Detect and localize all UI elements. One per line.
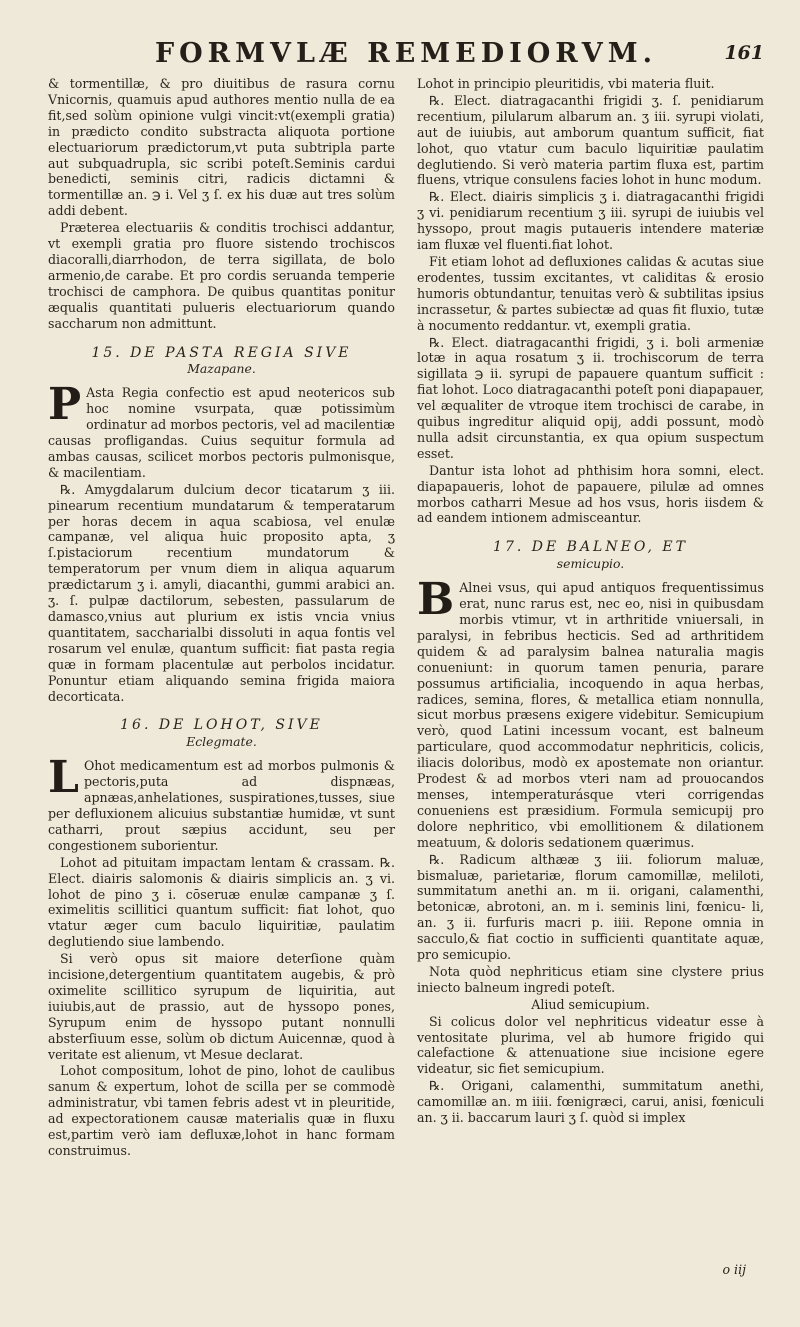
paragraph: Dantur ista lohot ad phthisim hora somni, elect. diapapaueris, lohot de papauere, pilulæ ad omnes morbos catharri Mesue ad hos vsus, horis iisdem & ad eandem intionem admisceantur. [417,462,764,526]
drop-capital: B [417,574,455,626]
paragraph [417,574,764,850]
section-subheading: Mazapane. [187,361,256,377]
paragraph-text: Ohot medicamentum est ad morbos pulmonis & pectoris,puta ad dispnæas, apnæas,anhelationes, suspirationes,tusses, siue per defluxionem alicuius substantiæ humidæ, vt sunt catharri, prout sæpius accidunt, seu per congestionem suborientur. [48,758,395,853]
paragraph: Nota quòd nephriticus etiam sine clystere prius iniecto balneum ingredi poteſt. [417,963,764,995]
paragraph: & tormentillæ, & pro diuitibus de rasura cornu Vnicornis, quamuis apud authores mentio nulla de ea fit,sed solùm opinione vulgi vincit:vt(exempli gratia) in prædicto condito substracta aliquota portione electuariorum prædictorum,vt puta subtripla parte aut subquadrupla, sic scribi poteſt.Seminis cardui benedicti, seminis citri, radicis dictamni & tormentillæ an. ℈ i. Vel ʒ ſ. ex his duæ aut tres solùm addi debent. [48,76,395,219]
recipe-paragraph: ℞. Elect. diatragacanthi frigidi, ʒ i. boli armeniæ lotæ in aqua rosatum ʒ ii. trochiscorum de terra sigillata ℈ ii. syrupi de papauere quantum sufficit : fiat lohot. Loco diatragacanthi poteſt poni diapapauer, vel æqualiter de vtroque item trochisci de carabe, in quibus ingreditur aliquid opij, addi possunt, modò nulla adsit circunstantia, ex qua opium suspectum esset. [417,334,764,461]
recipe-paragraph: ℞. Radicum althææ ʒ iii. foliorum maluæ, bismaluæ, parietariæ, florum camomillæ, meliloti, summitatum anethi an. m ii. origani, calamenthi, betonicæ, abrotoni, an. m i. seminis lini, fœnicu- li, an. ʒ ii. furfuris macri p. iiii. Repone omnia in sacculo,& fiat coctio in sufficienti quantitate aquæ, pro semicupio. [417,851,764,963]
text-columns [48,76,764,1160]
left-column [48,76,395,1160]
page-number: 161 [724,42,764,64]
running-title: FORMVLÆ REMEDIORVM. [154,38,658,69]
running-head [48,38,764,74]
section-subheading: Eclegmate. [186,734,257,750]
section-heading: 16. DE LOHOT, SIVE [120,717,323,734]
paragraph [48,379,395,480]
recipe-paragraph: Lohot ad pituitam impactam lentam & crassam. ℞. Elect. diairis salomonis & diairis simplicis an. ʒ vi. lohot de pino ʒ i. cōseruæ enulæ campanæ ʒ ſ. eximelitis scillitici quantum sufficit: fiat lohot, quo vtatur æger cum baculo liquiritiæ, paulatim deglutiendo siue lambendo. [48,854,395,950]
right-column [417,76,764,1160]
recipe-paragraph: ℞. Origani, calamenthi, summitatum anethi, camomillæ an. m iiii. fœnigræci, carui, anisi, fœniculi an. ʒ ii. baccarum lauri ʒ ſ. quòd si implex [417,1078,764,1126]
paragraph: Fit etiam lohot ad defluxiones calidas & acutas siue erodentes, tussim excitantes, vt caliditas & erosio humoris obtundantur, tenuitas verò & subtilitas ipsius incrassetur, & partes subiectæ ad quas fit fluxio, tutæ à nocumento reddantur. vt, exempli gratia. [417,253,764,333]
paragraph: Aliud semicupium. [531,996,650,1012]
paragraph [48,752,395,853]
paragraph: Lohot in principio pleuritidis, vbi materia fluit. [417,76,715,91]
paragraph-text: Alnei vsus, qui apud antiquos frequentissimus erat, nunc rarus est, nec eo, nisi in quibusdam morbis vtimur, vt in arthritide vniuersali, in paralysi, in febribus hecticis. Sed ad arthritidem quidem & ad paralysim balnea naturalia magis conueniunt: in quorum tamen penuria, parare possumus artificialia, incoquendo in aqua herbas, radices, semina, flores, & metallica etiam nonnulla, sicut morbus præsens exigere videbitur. Semicupium verò, quod Latini incessum vocant, est balneum particulare, quod accommodatur nephriticis, colicis, iliacis doloribus, modò ex apostemate non oriantur. Prodest & ad morbos vteri nam ad prouocandos menses, intemperaturásque vteri corrigendas conueniens est præsidium. Formula semicupij pro dolore nephritico, vbi emollitionem & dilationem meatuum, & doloris sedationem quærimus. [417,580,764,850]
paragraph: Si verò opus sit maiore deterſione quàm incisione,detergentium quantitatem augebis, & prò oximelite scillitico syrupum de liquiritia, aut iuiubis,aut de prassio, aut de hyssopo pones, Syrupum enim de hyssopo putant nonnulli absterſiuum esse, solùm ob dictum Auicennæ, quod à veritate est alienum, vt Mesue declarat. [48,951,395,1062]
paragraph: Lohot compositum, lohot de pino, lohot de caulibus sanum & expertum, lohot de scilla per se commodè administratur, vbi tamen febris adest vt in pleuritide, ad expectorationem causæ materialis quæ in fluxu est,partim verò iam defluxæ,lohot in hanc formam construimus. [48,1063,395,1158]
recipe-paragraph: ℞. Elect. diairis simplicis ʒ i. diatragacanthi frigidi ʒ vi. penidiarum recentium ʒ iii. syrupi de iuiubis vel hyssopo, prout magis putaueris intendere materiæ iam fluxæ vel fluenti.fiat lohot. [417,189,764,253]
section-subheading: semicupio. [556,556,625,572]
paragraph: Præterea electuariis & conditis trochisci addantur, vt exempli gratia pro fluore sistendo trochiscos diacoralli,diarrhodon, de terra sigillata, de bolo armenio,de carabe. Et pro cordis seruanda temperie trochisci de camphora. De quibus quantitas ponitur æqualis quantitati pulueris electuariorum quando saccharum non admittunt. [48,220,395,331]
recipe-paragraph: ℞. Amygdalarum dulcium decor ticatarum ʒ iii. pinearum recentium mundatarum & temperatarum per horas decem in aqua scabiosa, vel enulæ campanæ, vel aliqua huic proposito apta, ʒ ſ.pistaciorum recentium mundatorum & temperatorum per vnum diem in aliqua aquarum prædictarum ʒ i. amyli, diacanthi, gummi arabici an. ʒ. ſ. pulpæ dactilorum, sebesten, passularum de damasco,vnius aut plurium ex istis vncia vnius quantitatem, saccharialbi dissoluti in aqua fontis vel rosarum vel enulæ, quantum sufficit: fiat pasta regia quæ in formam placentulæ aut perbolos incidatur. Ponuntur etiam aliquando semina frigida maiora decorticata. [48,481,395,704]
drop-capital: L [48,752,79,804]
recipe-paragraph: ℞. Elect. diatragacanthi frigidi ʒ. ſ. penidiarum recentium, pilularum albarum an. ʒ iii. syrupi violati, aut de iuiubis, aut amborum quantum sufficit, fiat lohot, quo vtatur cum baculo liquiritiæ paulatim deglutiendo. Si verò materia partim fluxa est, partim fluens, vtrique consulens facies lohot in hunc modum. [417,92,764,188]
paragraph: Si colicus dolor vel nephriticus videatur esse à ventositate plurima, vel ab humore frigido qui calefactione & attenuatione siue incisione egere videatur, sic fiet semicupium. [417,1013,764,1077]
section-heading: 17. DE BALNEO, ET [493,539,688,556]
drop-capital: P [48,379,82,431]
catchword: o iij [722,1262,746,1277]
paragraph-text: Asta Regia confectio est apud neotericos sub hoc nomine vsurpata, quæ potissimùm ordinatur ad morbos pectoris, vel ad macilentiæ causas profligandas. Cuius sequitur formula ad ambas causas, scilicet morbos pectoris pulmonisque, & macilentiam. [48,385,395,480]
section-heading: 15. DE PASTA REGIA SIVE [91,344,352,361]
